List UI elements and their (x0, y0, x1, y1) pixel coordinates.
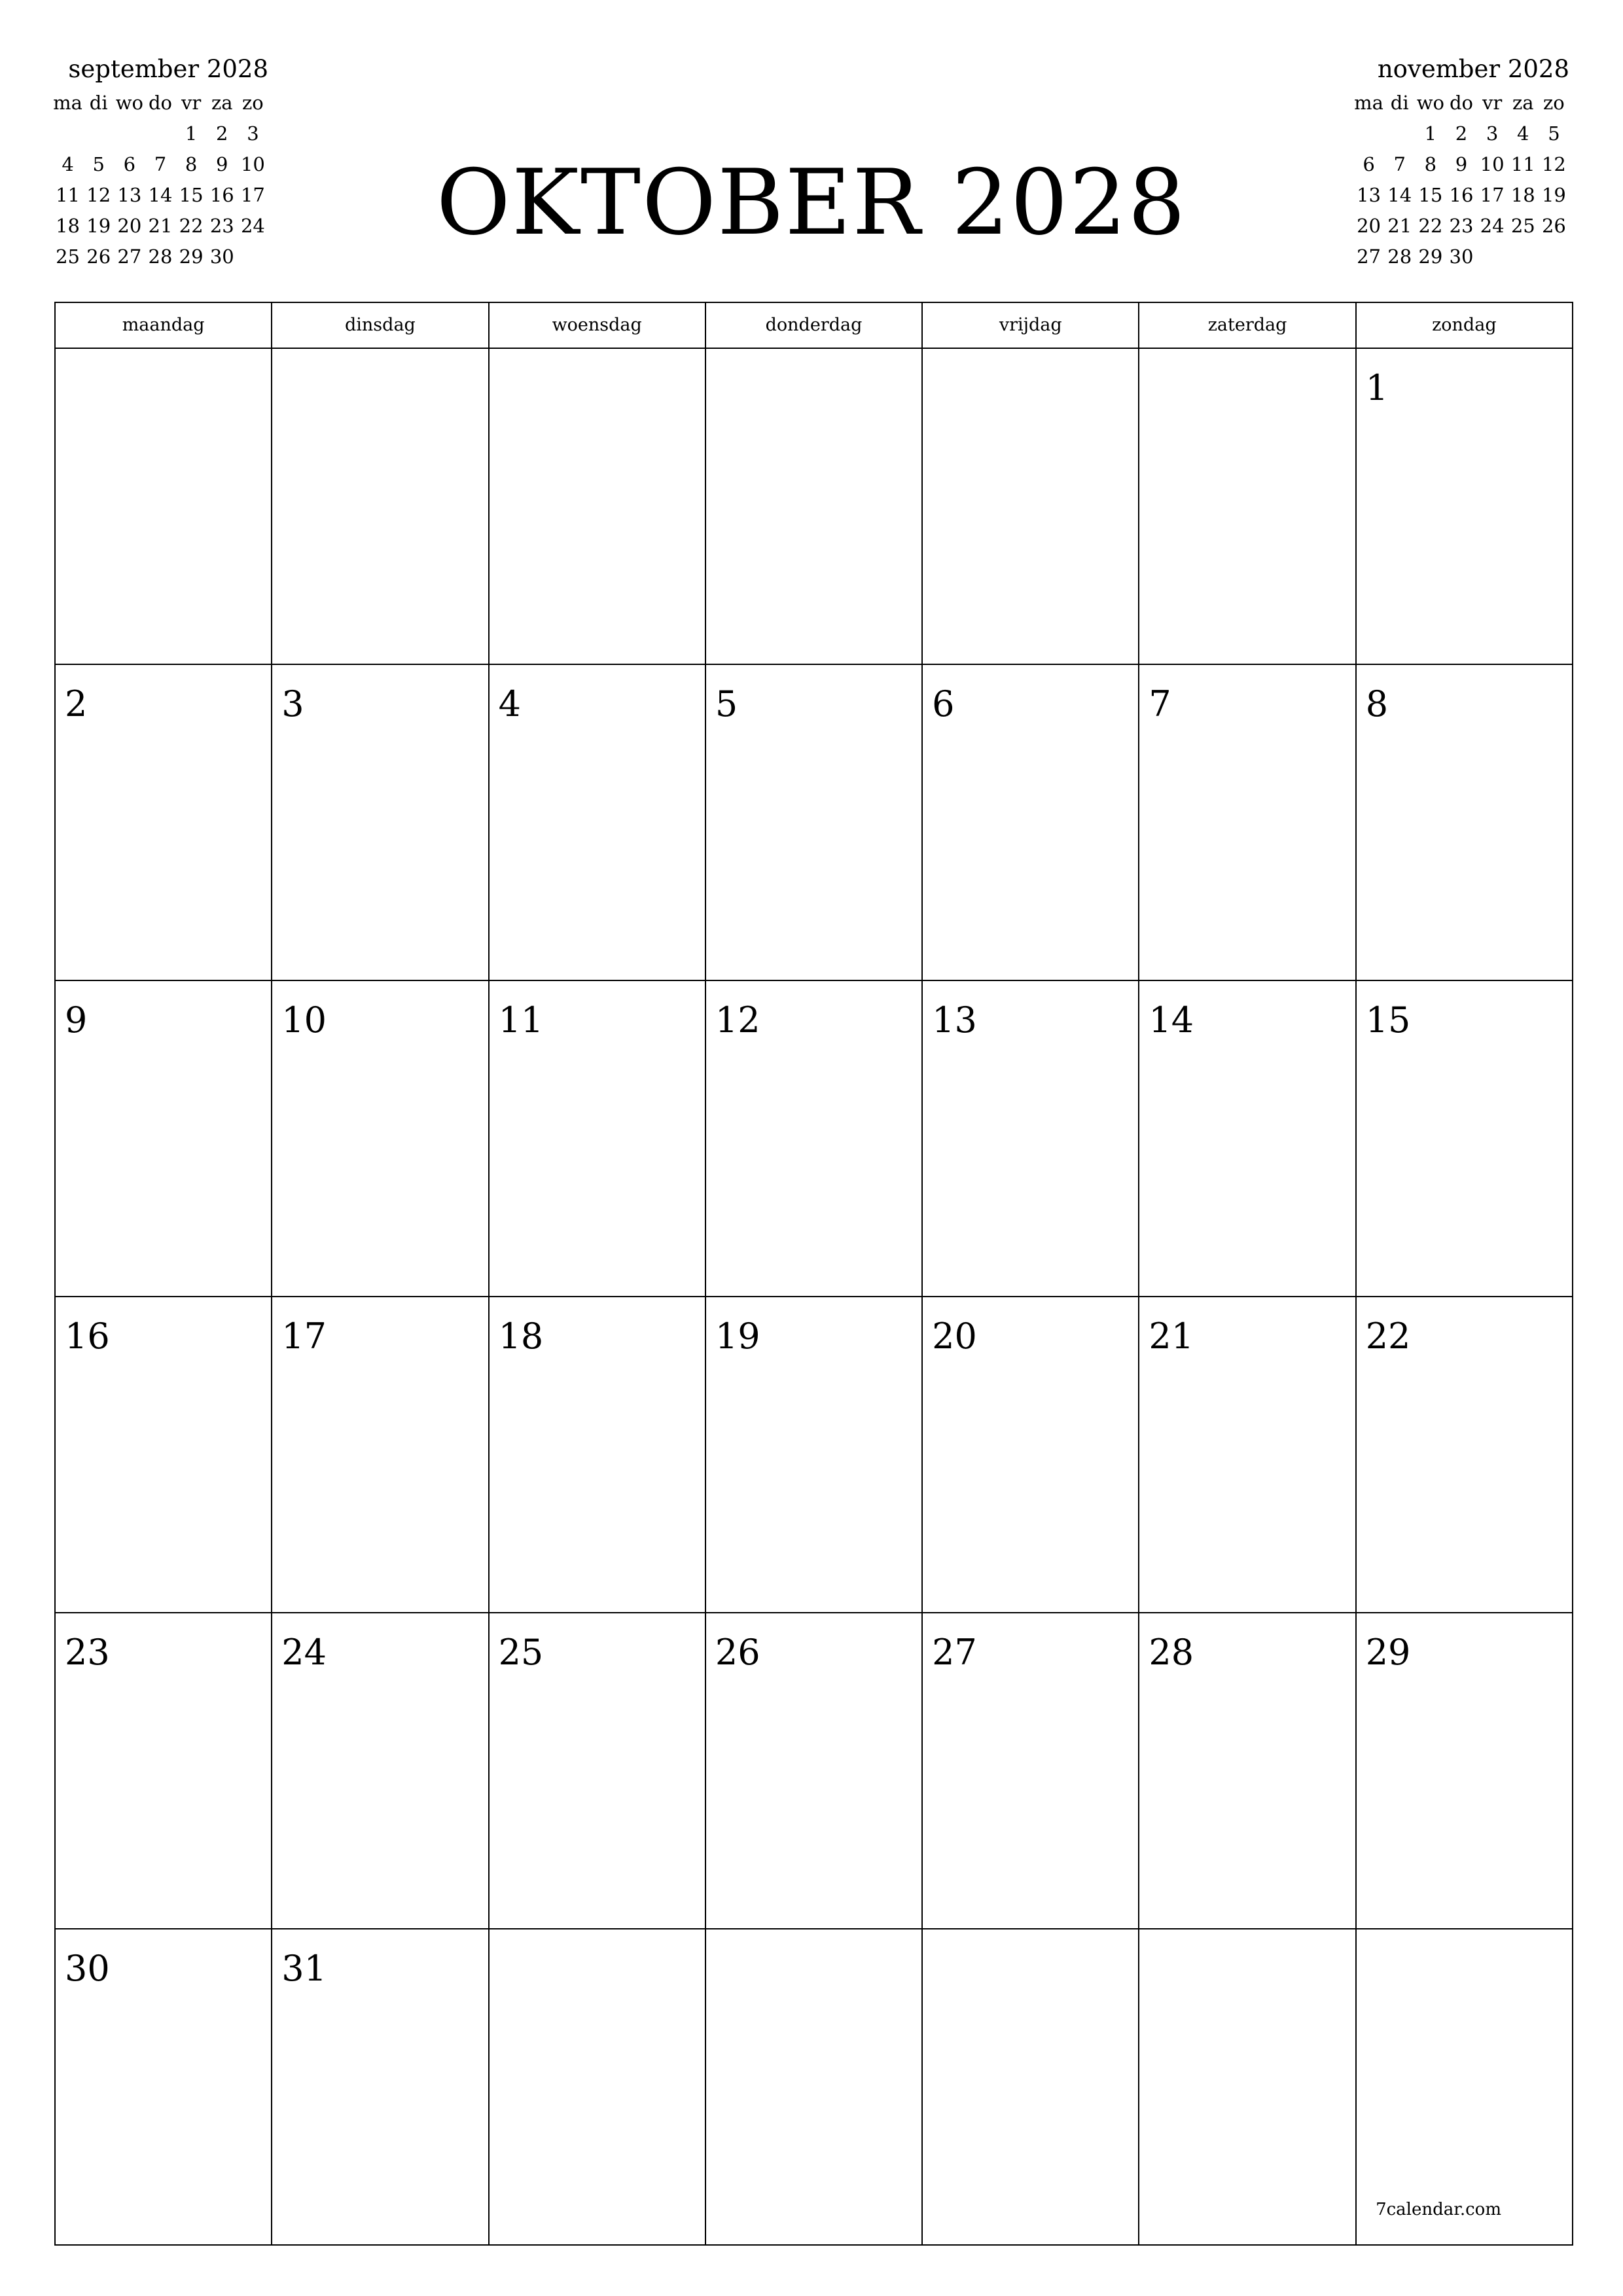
mini-weekday: wo (115, 92, 143, 114)
day-cell (272, 349, 489, 665)
mini-day: 6 (1363, 153, 1375, 175)
mini-day: 5 (1548, 122, 1560, 145)
mini-day: 14 (148, 184, 173, 206)
day-cell (490, 1929, 706, 2246)
mini-day: 26 (86, 245, 111, 268)
day-cell (1357, 349, 1573, 665)
mini-weekday: zo (242, 92, 264, 114)
mini-day: 14 (1387, 184, 1412, 206)
day-number: 29 (1365, 1632, 1411, 1673)
day-cell (490, 1613, 706, 1929)
mini-day: 3 (247, 122, 259, 145)
mini-weekday: ma (1354, 92, 1383, 114)
mini-day: 25 (56, 245, 80, 268)
day-cell (1139, 1929, 1356, 2246)
day-number: 27 (932, 1632, 977, 1673)
mini-day: 2 (216, 122, 228, 145)
weekday-header: dinsdag (272, 303, 489, 349)
day-cell (1357, 1613, 1573, 1929)
mini-day: 15 (1418, 184, 1443, 206)
day-cell (1139, 981, 1356, 1297)
mini-day: 1 (1424, 122, 1437, 145)
mini-day: 18 (1510, 184, 1535, 206)
mini-calendar-title: september 2028 (68, 55, 268, 83)
day-cell (1139, 1297, 1356, 1613)
mini-day: 28 (148, 245, 173, 268)
day-cell (56, 981, 272, 1297)
day-number: 20 (932, 1316, 977, 1357)
mini-weekday: di (1390, 92, 1409, 114)
mini-day: 21 (1387, 215, 1412, 237)
day-cell (706, 1613, 923, 1929)
day-number: 2 (65, 683, 88, 725)
day-number: 6 (932, 683, 955, 725)
day-cell (1357, 1297, 1573, 1613)
mini-day: 27 (117, 245, 142, 268)
day-cell (272, 1613, 489, 1929)
mini-day (1353, 272, 1384, 303)
day-cell (706, 349, 923, 665)
day-cell (272, 981, 489, 1297)
day-cell (1357, 665, 1573, 981)
mini-day: 8 (1424, 153, 1437, 175)
mini-day: 4 (62, 153, 74, 175)
mini-day: 29 (1418, 245, 1443, 268)
day-number: 9 (65, 999, 88, 1041)
mini-day: 20 (1357, 215, 1382, 237)
mini-day: 3 (1486, 122, 1499, 145)
mini-weekday: za (1512, 92, 1534, 114)
mini-calendar-title: november 2028 (1377, 55, 1569, 83)
mini-day: 18 (56, 215, 80, 237)
day-cell (923, 1613, 1139, 1929)
day-number: 31 (281, 1948, 327, 1989)
day-cell (1139, 665, 1356, 981)
weekday-header: woensdag (490, 303, 706, 349)
mini-day: 23 (1449, 215, 1474, 237)
weekday-header: vrijdag (923, 303, 1139, 349)
day-number: 4 (498, 683, 521, 725)
day-cell (923, 349, 1139, 665)
day-number: 26 (715, 1632, 760, 1673)
month-grid (54, 302, 1573, 2246)
mini-weekday: do (148, 92, 172, 114)
mini-day: 16 (209, 184, 234, 206)
mini-day: 8 (185, 153, 198, 175)
day-number: 12 (715, 999, 760, 1041)
day-cell (706, 981, 923, 1297)
day-number: 30 (65, 1948, 110, 1989)
mini-weekday: za (211, 92, 233, 114)
day-cell (1139, 349, 1356, 665)
mini-weekday: vr (181, 92, 202, 114)
weekday-header: maandag (56, 303, 272, 349)
mini-day: 6 (123, 153, 136, 175)
day-cell (706, 1929, 923, 2246)
day-cell (706, 1297, 923, 1613)
day-number: 10 (281, 999, 327, 1041)
mini-day: 24 (1480, 215, 1505, 237)
day-cell (923, 1297, 1139, 1613)
mini-day: 20 (117, 215, 142, 237)
mini-weekday: vr (1482, 92, 1503, 114)
mini-day: 30 (209, 245, 234, 268)
mini-day: 23 (209, 215, 234, 237)
day-cell (272, 665, 489, 981)
mini-day: 7 (1393, 153, 1406, 175)
mini-day: 29 (179, 245, 204, 268)
mini-day: 2 (1455, 122, 1468, 145)
day-cell (1139, 1613, 1356, 1929)
mini-day: 22 (1418, 215, 1443, 237)
day-number: 3 (281, 683, 304, 725)
day-cell (56, 1297, 272, 1613)
day-cell (490, 665, 706, 981)
day-cell (923, 1929, 1139, 2246)
mini-day: 15 (179, 184, 204, 206)
mini-day: 4 (1517, 122, 1529, 145)
day-number: 11 (498, 999, 544, 1041)
mini-weekday: zo (1543, 92, 1565, 114)
day-number: 22 (1365, 1316, 1411, 1357)
mini-day: 19 (86, 215, 111, 237)
mini-day: 28 (1387, 245, 1412, 268)
mini-day: 25 (1510, 215, 1535, 237)
day-cell (56, 349, 272, 665)
mini-day: 22 (179, 215, 204, 237)
mini-day: 12 (1541, 153, 1566, 175)
day-cell (56, 1929, 272, 2246)
page-title: OKTOBER 2028 (436, 150, 1187, 255)
site-credit: 7calendar.com (1376, 2200, 1501, 2219)
weekday-header: donderdag (706, 303, 923, 349)
mini-day: 24 (240, 215, 265, 237)
day-cell (923, 665, 1139, 981)
day-number: 7 (1149, 683, 1171, 725)
day-cell (923, 981, 1139, 1297)
day-number: 16 (65, 1316, 110, 1357)
day-number: 13 (932, 999, 977, 1041)
mini-day: 13 (1357, 184, 1382, 206)
mini-day: 12 (86, 184, 111, 206)
day-number: 17 (281, 1316, 327, 1357)
mini-day: 16 (1449, 184, 1474, 206)
weekday-header: zondag (1357, 303, 1573, 349)
day-cell (272, 1297, 489, 1613)
day-number: 21 (1149, 1316, 1194, 1357)
day-cell (490, 981, 706, 1297)
mini-day: 26 (1541, 215, 1566, 237)
mini-weekday: di (89, 92, 108, 114)
mini-day: 10 (240, 153, 265, 175)
day-number: 25 (498, 1632, 544, 1673)
mini-day: 19 (1541, 184, 1566, 206)
day-cell (56, 665, 272, 981)
day-cell (1357, 981, 1573, 1297)
day-cell (272, 1929, 489, 2246)
day-cell (1357, 1929, 1573, 2246)
day-number: 28 (1149, 1632, 1194, 1673)
mini-day (52, 272, 83, 303)
day-number: 23 (65, 1632, 110, 1673)
mini-day: 13 (117, 184, 142, 206)
day-number: 5 (715, 683, 738, 725)
mini-weekday: do (1449, 92, 1473, 114)
day-cell (490, 1297, 706, 1613)
mini-weekday: wo (1416, 92, 1444, 114)
mini-day: 17 (240, 184, 265, 206)
mini-day: 9 (1455, 153, 1468, 175)
mini-day: 1 (185, 122, 198, 145)
day-cell (56, 1613, 272, 1929)
mini-day: 27 (1357, 245, 1382, 268)
day-cell (490, 349, 706, 665)
weekday-header: zaterdag (1139, 303, 1356, 349)
day-number: 19 (715, 1316, 760, 1357)
day-number: 14 (1149, 999, 1194, 1041)
mini-weekday: ma (53, 92, 82, 114)
mini-day: 10 (1480, 153, 1505, 175)
mini-day: 21 (148, 215, 173, 237)
mini-day: 11 (56, 184, 80, 206)
day-number: 8 (1365, 683, 1389, 725)
mini-day: 7 (154, 153, 167, 175)
mini-day: 17 (1480, 184, 1505, 206)
mini-day: 30 (1449, 245, 1474, 268)
day-number: 24 (281, 1632, 327, 1673)
day-cell (706, 665, 923, 981)
mini-day: 5 (92, 153, 105, 175)
day-number: 18 (498, 1316, 544, 1357)
mini-day: 11 (1510, 153, 1535, 175)
day-number: 15 (1365, 999, 1411, 1041)
day-number: 1 (1365, 367, 1389, 408)
mini-day: 9 (216, 153, 228, 175)
